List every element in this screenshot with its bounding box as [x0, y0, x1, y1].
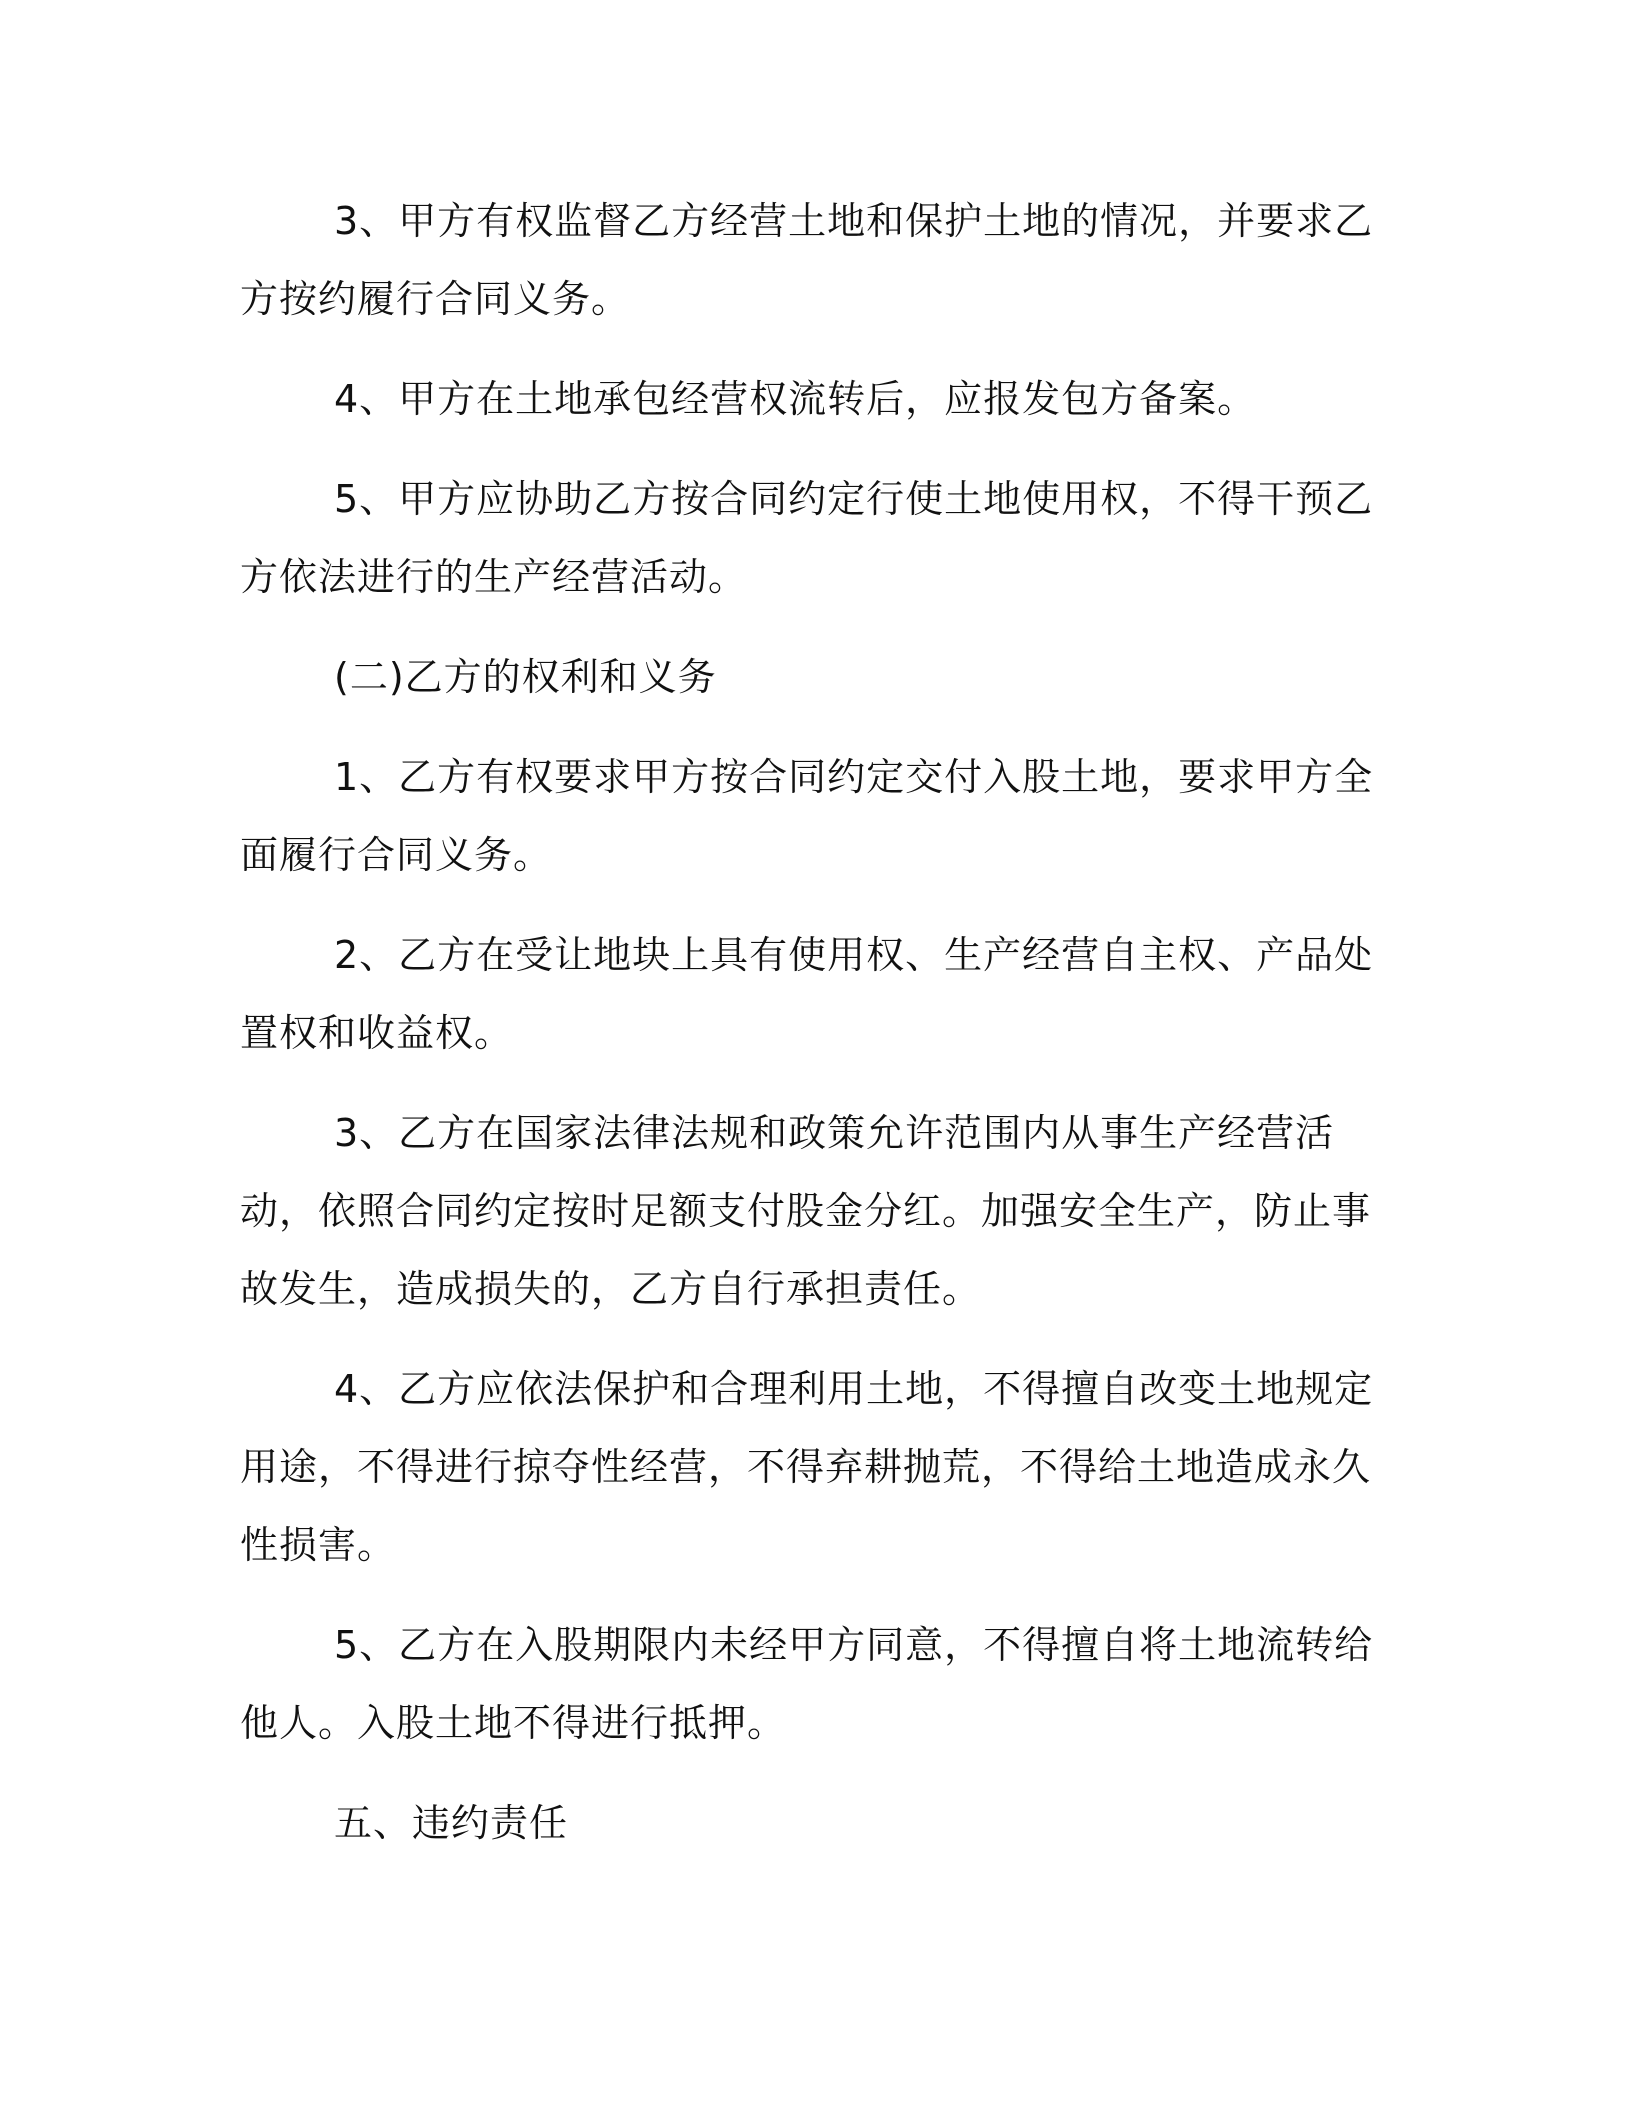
paragraph-gap [240, 1328, 1380, 1350]
clause-b-1: 1、乙方有权要求甲方按合同约定交付入股土地，要求甲方全面履行合同义务。 [240, 755, 1374, 877]
document-body [240, 182, 1380, 1862]
paragraph-gap [240, 1584, 1380, 1606]
clause-b-2: 2、乙方在受让地块上具有使用权、生产经营自主权、产品处置权和收益权。 [240, 933, 1374, 1055]
paragraph-gap [240, 894, 1380, 916]
clause-b-5: 5、乙方在入股期限内未经甲方同意，不得擅自将土地流转给他人。入股土地不得进行抵押。 [240, 1623, 1374, 1745]
clause-a-3: 3、甲方有权监督乙方经营土地和保护土地的情况，并要求乙方按约履行合同义务。 [240, 199, 1374, 321]
clause-a-5: 5、甲方应协助乙方按合同约定行使土地使用权，不得干预乙方依法进行的生产经营活动。 [240, 477, 1374, 599]
clause-a-4: 4、甲方在土地承包经营权流转后，应报发包方备案。 [334, 377, 1257, 421]
paragraph-gap [240, 616, 1380, 638]
paragraph-gap [240, 1072, 1380, 1094]
section-heading-liability: 五、违约责任 [334, 1801, 569, 1845]
paragraph-gap [240, 1762, 1380, 1784]
paragraph-gap [240, 438, 1380, 460]
clause-b-4: 4、乙方应依法保护和合理利用土地，不得擅自改变土地规定用途，不得进行掠夺性经营，不得弃耕抛荒，不得给土地造成永久性损害。 [240, 1367, 1374, 1567]
paragraph-gap [240, 338, 1380, 360]
paragraph-gap [240, 716, 1380, 738]
clause-b-3: 3、乙方在国家法律法规和政策允许范围内从事生产经营活动，依照合同约定按时足额支付股金分红。加强安全生产，防止事故发生，造成损失的，乙方自行承担责任。 [240, 1111, 1372, 1311]
section-heading-party-b: (二)乙方的权利和义务 [334, 655, 717, 699]
